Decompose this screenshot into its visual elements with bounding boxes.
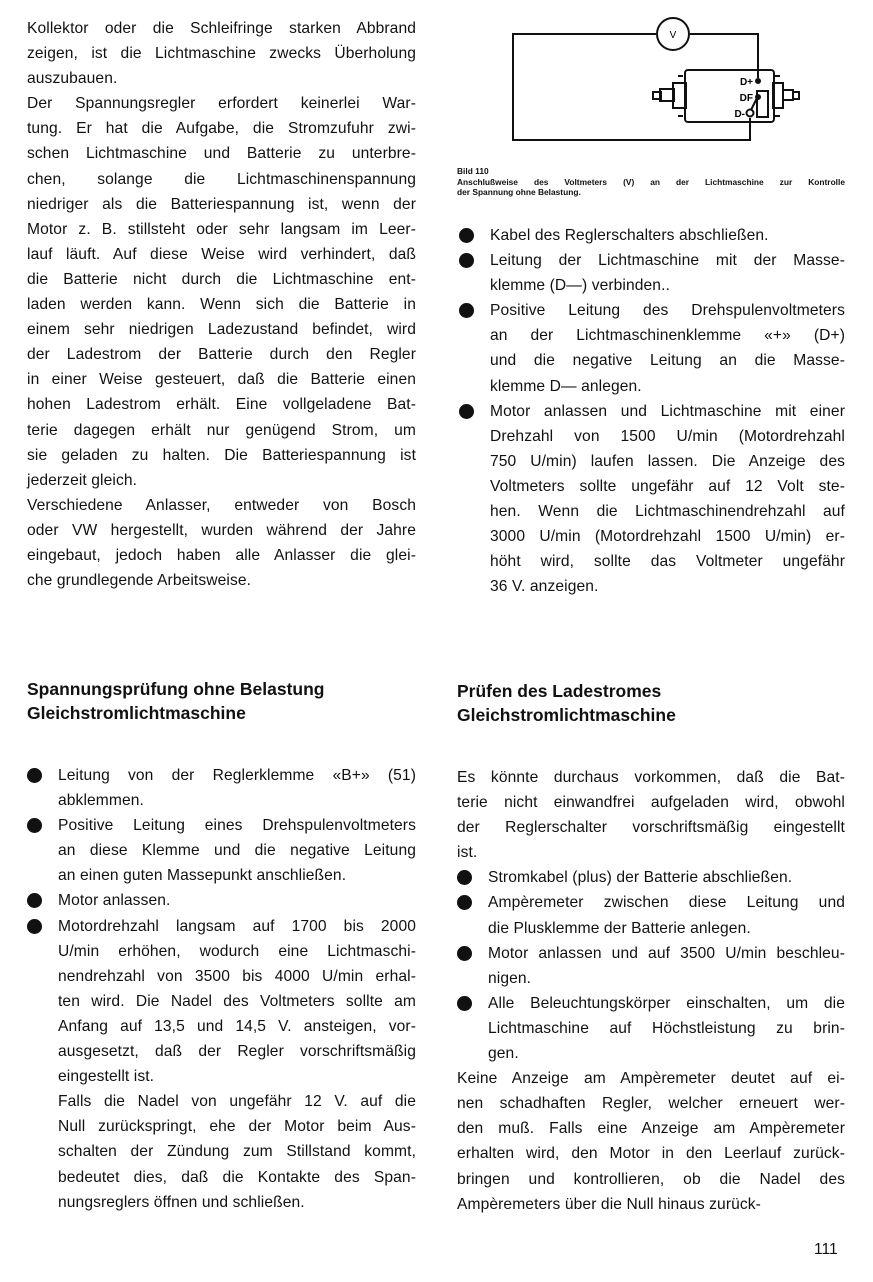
text-line: 750 U/min) laufen lassen. Die Anzeige des [490, 452, 845, 470]
text-line: Voltmeters sollte ungefähr auf 12 Volt ste- [490, 477, 845, 495]
bullet-icon [459, 303, 474, 318]
text-line: jederzeit gleich. [27, 471, 138, 489]
text-line: Der Spannungsregler erfordert keinerlei War- [27, 95, 416, 113]
text-line: eingebaut, jedoch haben alle Anlasser die glei- [27, 546, 416, 564]
list-item [457, 991, 845, 1066]
bullet-list [457, 865, 845, 1066]
text-line: den muß. Falls eine Anzeige am Ampèremeter [457, 1120, 845, 1138]
text-line: an der Lichtmaschinenklemme «+» (D+) [490, 327, 845, 345]
list-item [457, 890, 845, 940]
bullet-icon [457, 895, 472, 910]
bullet-list [459, 223, 845, 599]
text-line: Drehzahl von 1500 U/min (Motordrehzahl [490, 427, 845, 445]
figure-caption-cont: der Spannung ohne Belastung. [457, 187, 581, 197]
list-item [27, 813, 416, 888]
text-line: ist. [457, 844, 478, 862]
text-line: Leitung von der Reglerklemme «B+» (51) [58, 767, 416, 784]
text-line: Motor anlassen und Lichtmaschine mit einer [490, 402, 845, 420]
list-item [459, 223, 845, 248]
text-line: chen, solange die Lichtmaschinenspannung [27, 170, 416, 188]
list-item [457, 941, 845, 991]
text-line: an diese Klemme und die negative Leitung [58, 842, 416, 860]
text-line: niedriger als die Batteriespannung ist, wenn der [27, 195, 416, 213]
text-line: Positive Leitung eines Drehspulenvoltmeters [58, 817, 416, 835]
paragraph [27, 91, 416, 493]
bullet-icon [457, 870, 472, 885]
text-line: Anfang auf 13,5 und 14,5 V. ansteigen, vor- [58, 1017, 416, 1035]
text-line: Stromkabel (plus) der Batterie abschließen. [488, 869, 793, 887]
voltmeter-label: V [669, 30, 677, 41]
paragraph [27, 16, 416, 91]
text-line: che grundlegende Arbeitsweise. [27, 572, 252, 590]
text-line: Null zurückspringt, ehe der Motor beim Aus- [58, 1118, 416, 1136]
text-line: Alle Beleuchtungskörper einschalten, um die [488, 994, 845, 1012]
text-line: nen schadhaften Regler, welcher erneuert wer- [457, 1095, 845, 1113]
text-line: nungsreglers öffnen und schließen. [58, 1193, 305, 1211]
text-line: bringen und kontrollieren, ob die Nadel des [457, 1170, 845, 1188]
text-line: Motordrehzahl langsam auf 1700 bis 2000 [58, 917, 416, 935]
text-line: höht wird, sollte das Voltmeter ungefähr [490, 553, 845, 571]
text-line: die Batterie nicht durch die Lichtmaschine ent- [27, 270, 416, 288]
left-top-text [27, 16, 416, 593]
text-line: Motor anlassen. [58, 892, 171, 910]
text-line: der Ladestrom der Batterie durch den Regler [27, 346, 416, 364]
text-line: Es könnte durchaus vorkommen, daß die Bat- [457, 769, 845, 786]
text-line: Keine Anzeige am Ampèremeter deutet auf ei- [457, 1070, 845, 1088]
bullet-icon [457, 996, 472, 1011]
text-line: Ampèremeter zwischen diese Leitung und [488, 894, 845, 912]
text-line: laden werden kann. Wenn sich die Batterie in [27, 296, 416, 314]
text-line: Ampèremeters über die Null hinaus zurück- [457, 1195, 761, 1213]
list-item [459, 399, 845, 600]
section-heading [27, 677, 416, 725]
text-line: klemme D— anlegen. [490, 377, 642, 395]
list-item [459, 248, 845, 298]
bullet-icon [27, 768, 42, 783]
bullet-icon [457, 946, 472, 961]
terminal-dminus-label: D- [734, 109, 745, 120]
text-line: auszubauen. [27, 70, 118, 88]
paragraph [457, 1066, 845, 1217]
text-line: zeigen, ist die Lichtmaschine zwecks Überholung [27, 45, 416, 63]
bullet-icon [459, 253, 474, 268]
figure-label: Bild 110 [457, 166, 489, 176]
text-line: einem sehr niedrigen Ladezustand befindet, wird [27, 321, 416, 339]
bullet-icon [27, 818, 42, 833]
text-line: 36 V. anzeigen. [490, 578, 599, 596]
bullet-icon [27, 919, 42, 934]
text-line: oder VW hergestellt, wurden während der Jahre [27, 521, 416, 539]
section-ladestrom [457, 679, 845, 1217]
text-line: terie nicht einwandfrei aufgeladen wird, obwohl [457, 794, 845, 812]
text-line: bedeutet dies, daß die Kontakte des Span- [58, 1168, 416, 1186]
text-line: Lichtmaschine auf Höchstleistung zu brin- [488, 1019, 845, 1037]
text-line: der Reglerschalter vorschriftsmäßig eingestellt [457, 819, 845, 837]
text-line: Kabel des Reglerschalters abschließen. [490, 227, 769, 244]
text-line: erhalten wird, den Motor in den Leerlauf zurück- [457, 1145, 845, 1163]
text-line: Falls die Nadel von ungefähr 12 V. auf die [58, 1093, 416, 1111]
text-line: Positive Leitung des Drehspulenvoltmeters [490, 302, 845, 320]
text-line: klemme (D—) verbinden.. [490, 277, 670, 295]
bullet-icon [459, 228, 474, 243]
text-line: 3000 U/min (Motordrehzahl 1500 U/min) er- [490, 528, 845, 546]
text-line: hohen Ladestrom erhält. Eine vollgeladene Bat- [27, 396, 416, 414]
list-item [27, 888, 416, 913]
text-line: terie dagegen erhält nur genügend Strom, um [27, 421, 416, 439]
text-line: ausgesetzt, daß der Regler vorschriftsmäßig [58, 1043, 416, 1061]
text-line: Leitung der Lichtmaschine mit der Masse- [490, 252, 845, 270]
text-line: sie geladen zu halten. Die Batteriespannung ist [27, 446, 416, 464]
text-line: abklemmen. [58, 792, 144, 810]
text-line: schen Lichtmaschine und Batterie zu unterbre- [27, 145, 416, 163]
list-item [27, 914, 416, 1090]
text-line: lauf läuft. Auf diese Weise wird verhindert, daß [27, 245, 416, 263]
bullet-icon [27, 893, 42, 908]
text-line: schalten der Zündung zum Stillstand kommt, [58, 1143, 416, 1161]
text-line: eingestellt ist. [58, 1068, 155, 1086]
paragraph [457, 765, 845, 865]
paragraph [27, 493, 416, 593]
right-top-steps [459, 223, 845, 599]
heading-line: Prüfen des Ladestromes [457, 681, 662, 701]
list-item [457, 865, 845, 890]
page-number: 111 [814, 1241, 838, 1258]
paragraph [27, 1089, 416, 1214]
section-spannungspruefung [27, 677, 416, 1215]
text-line: Verschiedene Anlasser, entweder von Bosch [27, 496, 416, 514]
heading-line: Gleichstromlichtmaschine [27, 703, 246, 723]
heading-line: Gleichstromlichtmaschine [457, 705, 676, 725]
section-heading [457, 679, 845, 727]
text-line: und die negative Leitung an die Masse- [490, 352, 845, 370]
text-line: an einen guten Massepunkt anschließen. [58, 867, 347, 885]
text-line: U/min erhöhen, wodurch eine Lichtmaschi- [58, 942, 416, 960]
bullet-list [27, 763, 416, 1089]
text-line: Motor z. B. stillsteht oder sehr langsam im Leer- [27, 220, 416, 238]
heading-line: Spannungsprüfung ohne Belastung [27, 679, 325, 699]
text-line: tung. Er hat die Aufgabe, die Stromzufuhr zwi- [27, 120, 416, 138]
text-line: ten wird. Die Nadel des Voltmeters sollte am [58, 992, 416, 1010]
figure-caption: Anschlußweise des Voltmeters (V) an der Lichtmaschine zur Kontrolle [457, 176, 845, 187]
bullet-icon [459, 404, 474, 419]
voltmeter-wiring-diagram [457, 10, 847, 145]
terminal-dplus-label: D+ [739, 77, 753, 88]
figure-bild-110 [457, 10, 847, 198]
list-item [459, 298, 845, 398]
list-item [27, 763, 416, 813]
terminal-df-label: DF [739, 93, 753, 104]
text-line: nigen. [488, 969, 532, 987]
text-line: in einer Weise gesteuert, daß die Batterie einen [27, 371, 416, 389]
text-line: hen. Wenn die Lichtmaschinendrehzahl auf [490, 503, 845, 521]
text-line: Kollektor oder die Schleifringe starken Abbrand [27, 20, 416, 37]
text-line: gen. [488, 1045, 519, 1063]
text-line: die Plusklemme der Batterie anlegen. [488, 919, 751, 937]
text-line: nendrehzahl von 3500 bis 4000 U/min erhal- [58, 967, 416, 985]
text-line: Motor anlassen und auf 3500 U/min beschleu- [488, 944, 845, 962]
